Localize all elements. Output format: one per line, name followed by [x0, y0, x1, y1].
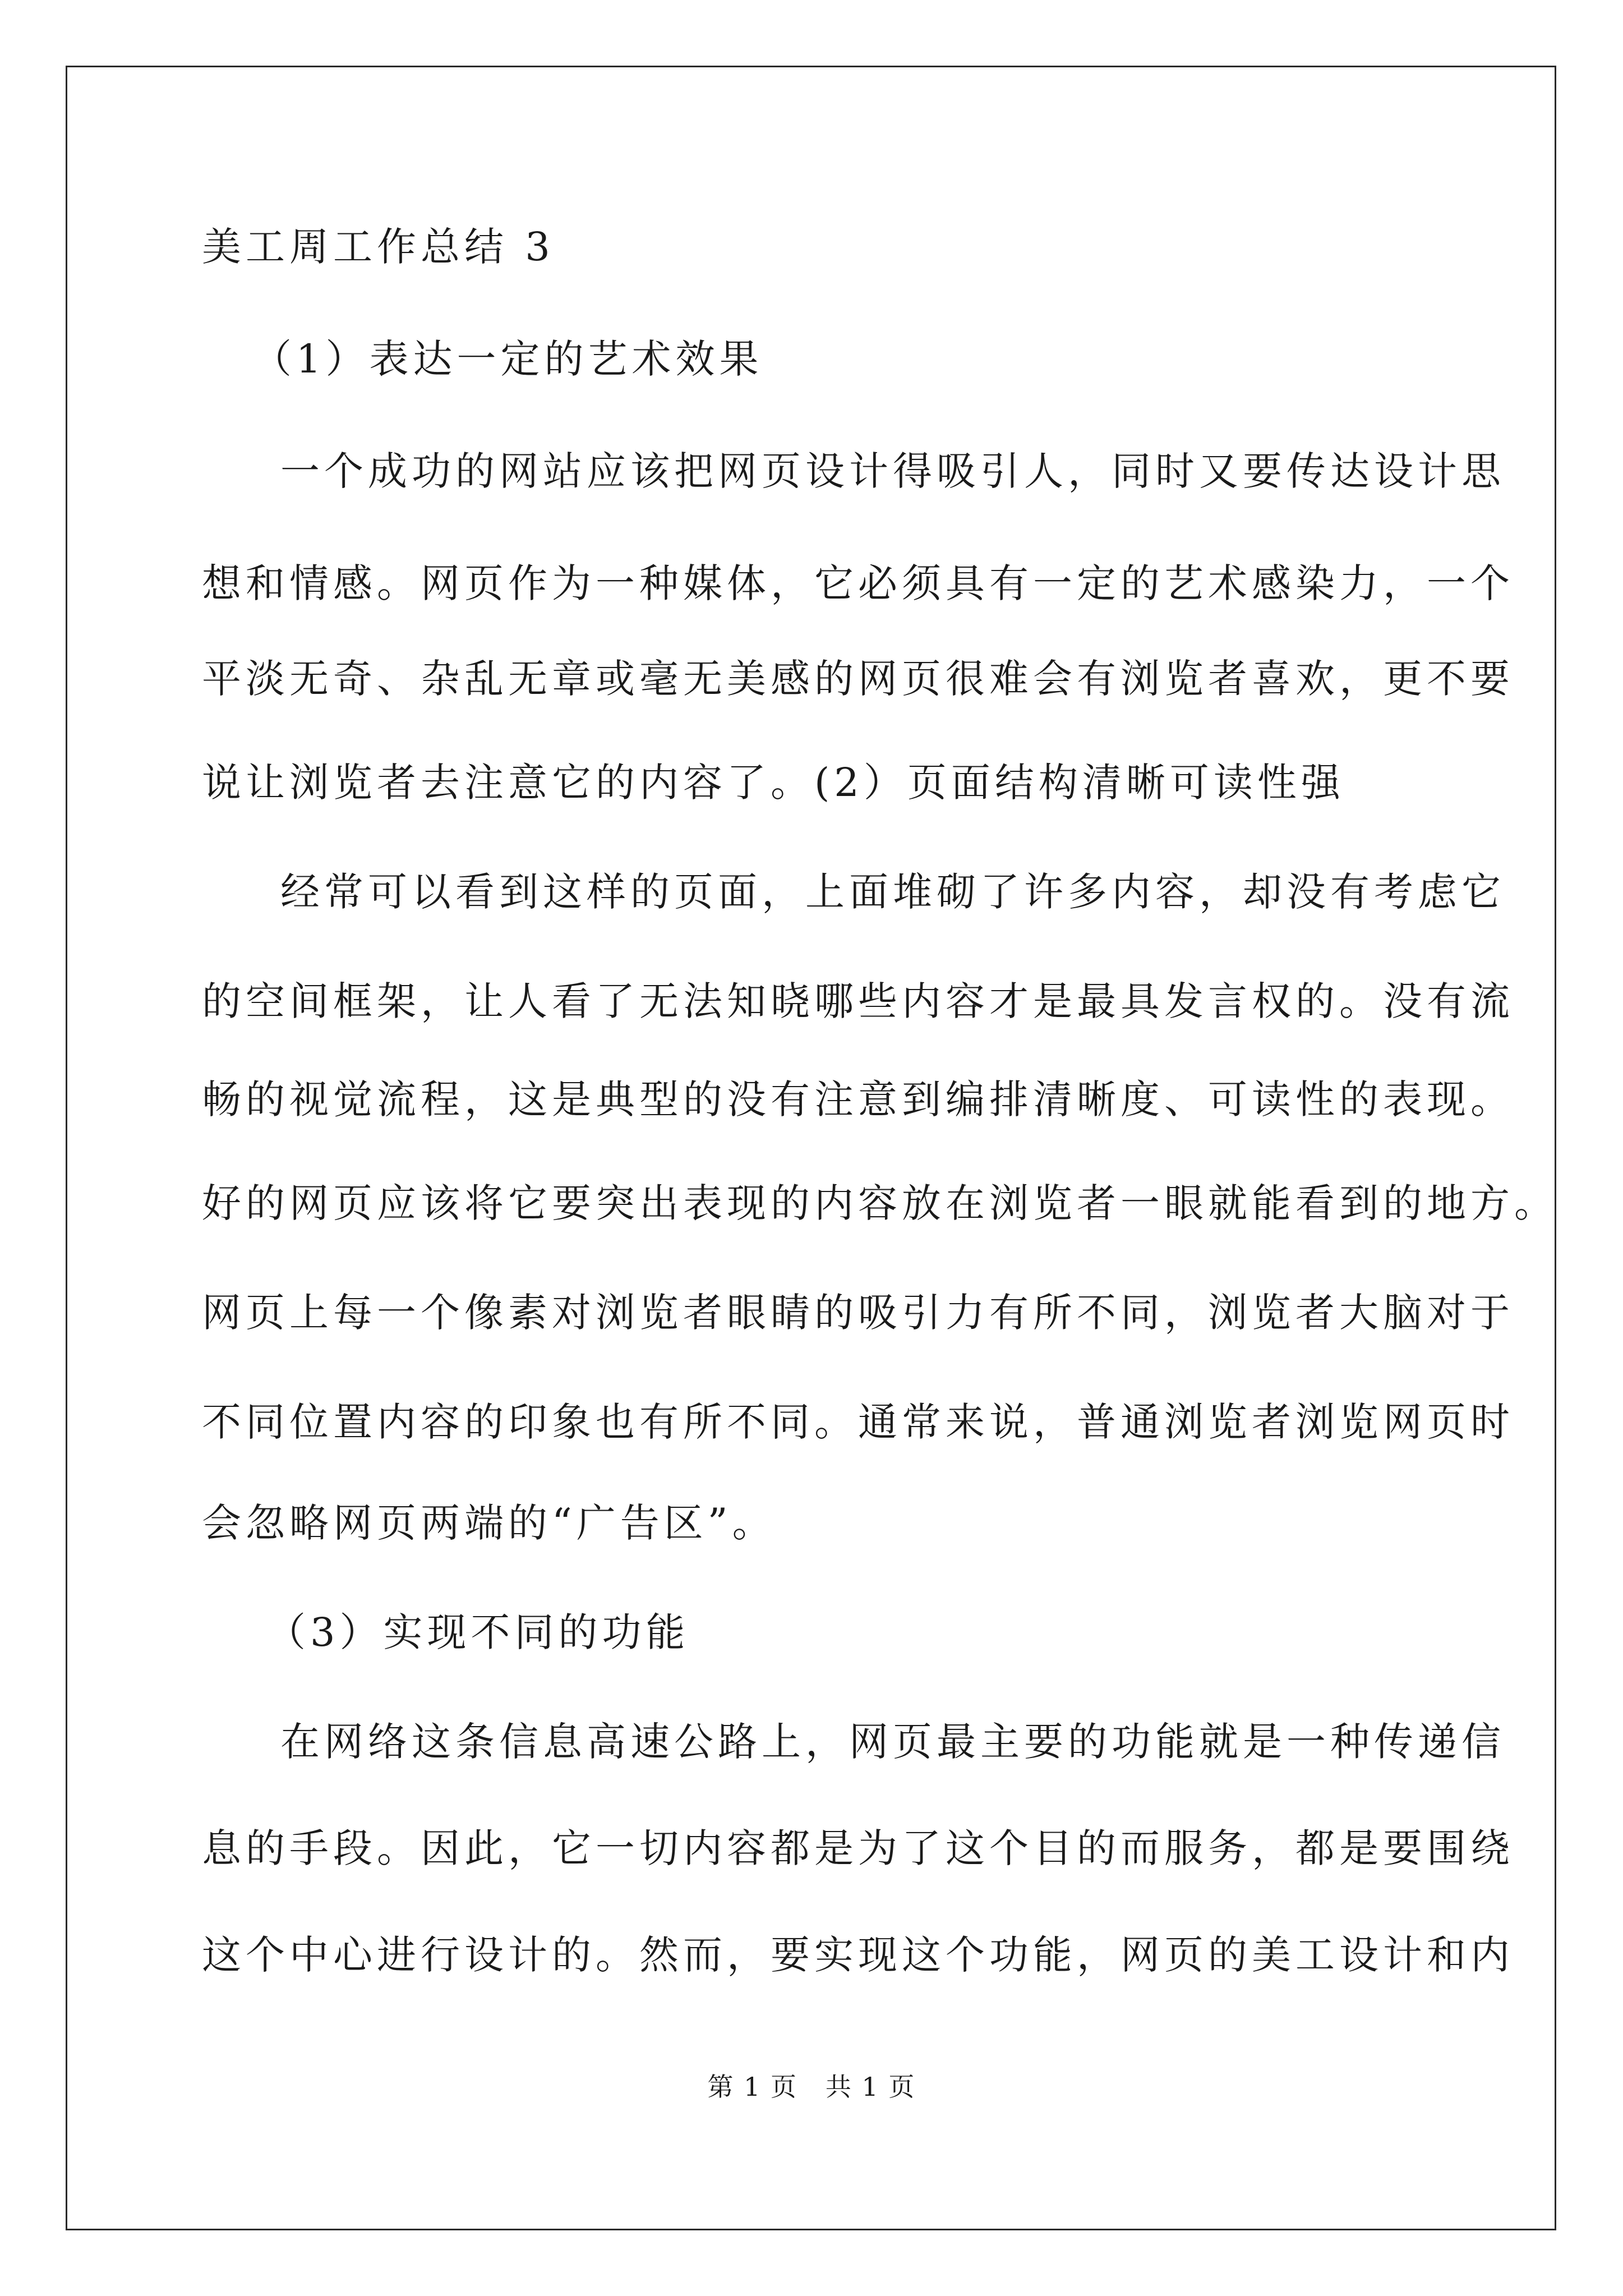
paragraph-line: 在网络这条信息高速公路上，网页最主要的功能就是一种传递信	[280, 1719, 1505, 1765]
document-title: 美工周工作总结 3	[202, 224, 555, 270]
paragraph-line: 经常可以看到这样的页面，上面堆砌了许多内容，却没有考虑它	[280, 869, 1505, 915]
paragraph-line: 说让浏览者去注意它的内容了。(2）页面结构清晰可读性强	[202, 760, 1345, 806]
paragraph-line: 会忽略网页两端的“广告区”。	[202, 1500, 776, 1546]
section-heading-1: （1）表达一定的艺术效果	[252, 336, 763, 382]
paragraph-line: 好的网页应该将它要突出表现的内容放在浏览者一眼就能看到的地方。	[202, 1180, 1558, 1226]
page-footer: 第 1 页 共 1 页	[707, 2072, 916, 2102]
paragraph-line: 这个中心进行设计的。然而，要实现这个功能，网页的美工设计和内	[202, 1932, 1514, 1978]
paragraph-line: 想和情感。网页作为一种媒体，它必须具有一定的艺术感染力，一个	[202, 560, 1514, 606]
paragraph-line: 平淡无奇、杂乱无章或毫无美感的网页很难会有浏览者喜欢，更不要	[202, 656, 1514, 702]
section-heading-3: （3）实现不同的功能	[266, 1609, 690, 1655]
paragraph-line: 的空间框架，让人看了无法知晓哪些内容才是最具发言权的。没有流	[202, 978, 1514, 1024]
paragraph-line: 畅的视觉流程，这是典型的没有注意到编排清晰度、可读性的表现。	[202, 1076, 1514, 1122]
paragraph-line: 息的手段。因此，它一切内容都是为了这个目的而服务，都是要围绕	[202, 1825, 1514, 1871]
paragraph-line: 一个成功的网站应该把网页设计得吸引人，同时又要传达设计思	[280, 448, 1505, 494]
paragraph-line: 网页上每一个像素对浏览者眼睛的吸引力有所不同，浏览者大脑对于	[202, 1290, 1514, 1336]
paragraph-line: 不同位置内容的印象也有所不同。通常来说，普通浏览者浏览网页时	[202, 1399, 1514, 1445]
page-border	[66, 66, 1556, 2230]
